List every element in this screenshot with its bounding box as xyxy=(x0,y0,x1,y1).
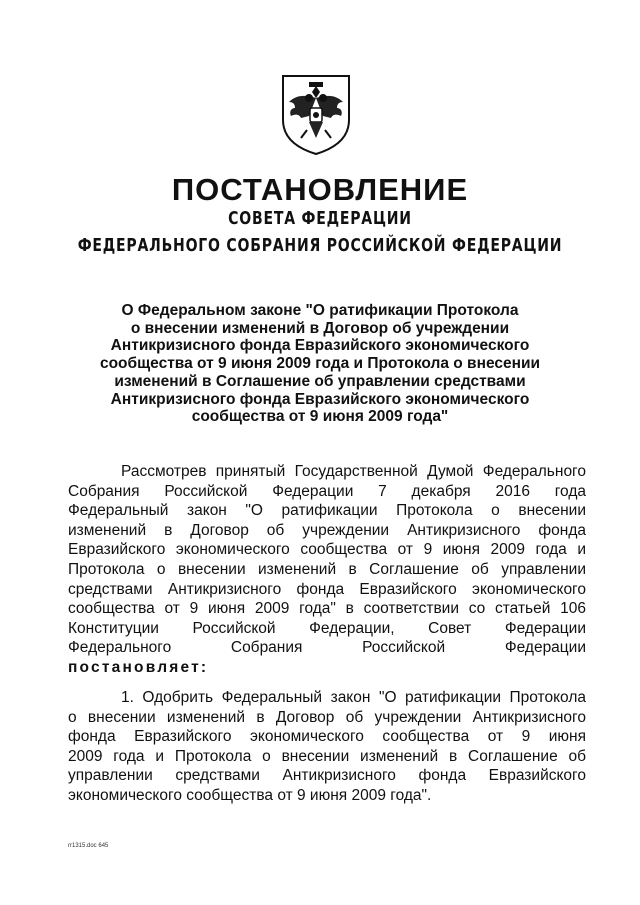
paragraph-line: фонда Евразийского экономического сообщества от 9 июня xyxy=(68,728,586,746)
subtitle-assembly: ФЕДЕРАЛЬНОГО СОБРАНИЯ РОССИЙСКОЙ ФЕДЕРАЦИИ xyxy=(77,235,563,256)
paragraph-line: Конституции Российской Федерации, Совет Федерации xyxy=(68,619,586,637)
paragraph-line: средствами Антикризисного фонда Евразийского экономического xyxy=(68,580,586,598)
paragraph-line: экономического сообщества от 9 июня 2009 года". xyxy=(68,786,432,804)
heading-line: изменений в Соглашение об управлении средствами xyxy=(114,372,526,390)
paragraph-line: Протокола о внесении изменений в Соглашение об управлении xyxy=(68,560,586,578)
heading-line: Антикризисного фонда Евразийского экономического xyxy=(110,390,530,408)
paragraph-line: изменений в Договор об учреждении Антикризисного фонда xyxy=(68,521,586,539)
subtitle-council: СОВЕТА ФЕДЕРАЦИИ xyxy=(228,208,412,229)
heading-line: сообщества от 9 июня 2009 года" xyxy=(191,408,449,426)
paragraph-line: Федеральный закон "О ратификации Протокола о внесении xyxy=(68,502,586,520)
coat-of-arms-icon xyxy=(279,72,353,156)
paragraph-line: Собрания Российской Федерации 7 декабря 2016 года xyxy=(68,482,586,500)
paragraph-line: управлении средствами Антикризисного фонда Евразийского xyxy=(68,767,586,785)
heading-line: Антикризисного фонда Евразийского экономического xyxy=(110,337,530,355)
paragraph-line: 2009 года и Протокола о внесении изменений в Соглашение об xyxy=(68,747,586,765)
resolution-heading xyxy=(90,302,550,426)
paragraph-line: 1. Одобрить Федеральный закон "О ратификации Протокола xyxy=(121,689,586,706)
heading-line: О Федеральном законе "О ратификации Протокола xyxy=(121,302,519,319)
preamble-paragraph xyxy=(68,462,586,678)
page-title: ПОСТАНОВЛЕНИЕ xyxy=(171,172,469,207)
file-reference: rr1315.doc 645 xyxy=(68,843,109,849)
paragraph-line: сообщества от 9 июня 2009 года" в соответствии со статьей 106 xyxy=(68,600,586,618)
paragraph-line: о внесении изменений в Договор об учреждении Антикризисного xyxy=(68,708,586,726)
paragraph-line: Рассмотрев принятый Государственной Думой Федерального xyxy=(121,463,586,480)
clause-1-paragraph xyxy=(68,688,586,806)
heading-line: о внесении изменений в Договор об учреждении xyxy=(130,319,510,337)
paragraph-line: Евразийского экономического сообщества от 9 июня 2009 года и xyxy=(68,541,586,559)
resolves-word: постановляет: xyxy=(68,658,209,676)
heading-line: сообщества от 9 июня 2009 года и Протокола о внесении xyxy=(99,355,541,373)
paragraph-line: Федерального Собрания Российской Федерации xyxy=(68,639,586,657)
